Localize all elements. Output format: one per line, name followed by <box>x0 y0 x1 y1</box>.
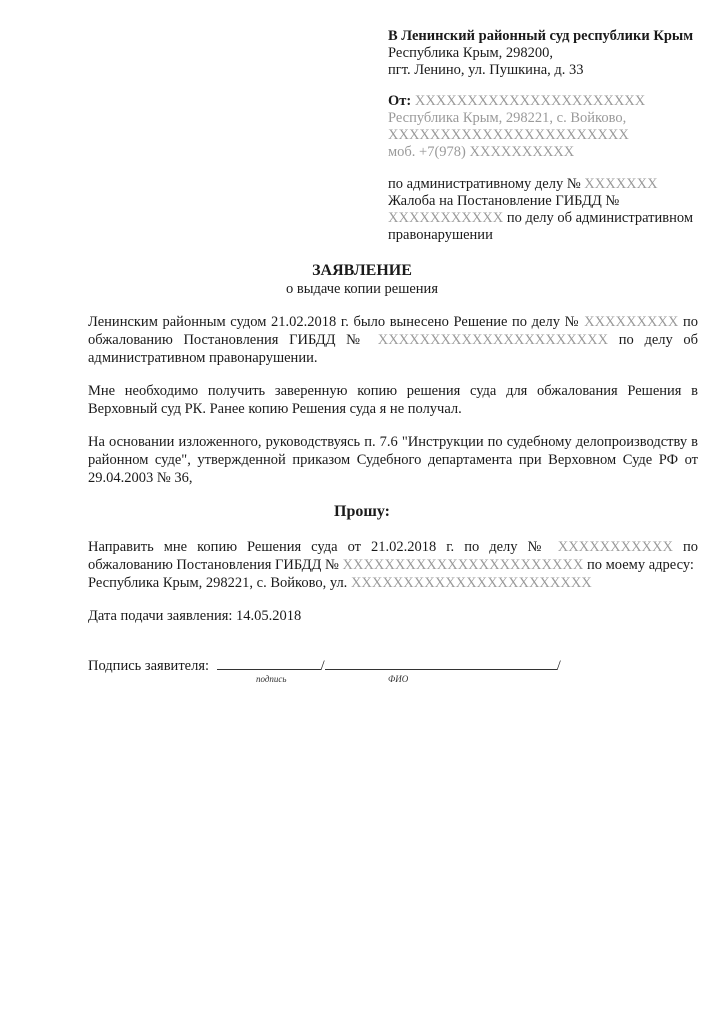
resolution-line <box>388 210 693 227</box>
name-line <box>325 657 557 670</box>
signature-end: / <box>556 658 561 674</box>
offense-line: правонарушении <box>388 227 493 243</box>
document-title: ЗАЯВЛЕНИЕ <box>312 262 412 279</box>
request-text2: обжалованию Постановления ГИБДД № <box>88 557 339 573</box>
signature-line <box>217 657 321 670</box>
from-label: От: <box>388 93 412 109</box>
para1-text2: обжалованию Постановления ГИБДД № <box>88 332 368 348</box>
addressee-region: Республика Крым, 298200, <box>388 45 554 61</box>
para1-text: Ленинским районным судом 21.02.2018 г. было вынесено Решение по делу № <box>88 314 580 330</box>
para1-line2 <box>88 332 698 349</box>
para2-line1: Мне необходимо получить заверенную копию решения суда для обжалования Решения в <box>88 383 698 399</box>
signature-row <box>88 657 561 675</box>
resolution-number: XXXXXXXXXXX <box>388 210 504 226</box>
case-number: XXXXXXX <box>584 176 658 192</box>
para1-line3: административном правонарушении. <box>88 350 318 366</box>
decision-number: XXXXXXXXX <box>584 314 679 330</box>
request-line3 <box>88 575 592 592</box>
addressee-address: пгт. Ленино, ул. Пушкина, д. 33 <box>388 62 584 78</box>
request-street: XXXXXXXXXXXXXXXXXXXXXXX <box>350 575 592 591</box>
sender-name: XXXXXXXXXXXXXXXXXXXXXX <box>414 93 646 109</box>
sender-street: XXXXXXXXXXXXXXXXXXXXXXX <box>388 127 629 143</box>
request-gibdd-number: XXXXXXXXXXXXXXXXXXXXXXX <box>342 557 584 573</box>
sender-line <box>388 93 645 110</box>
case-label: по административному делу № <box>388 176 581 192</box>
case-tail: по делу об административном <box>506 210 694 226</box>
request-case-number: XXXXXXXXXXX <box>557 539 673 555</box>
request-address: Республика Крым, 298221, с. Войково, ул. <box>88 575 348 591</box>
para1-text2-end: по делу об <box>618 332 699 348</box>
sender-phone: моб. +7(978) XXXXXXXXXX <box>388 144 575 160</box>
request-text-end: по <box>682 539 698 555</box>
request-text2-end: по моему адресу: <box>586 557 694 573</box>
request-line1 <box>88 539 698 556</box>
request-heading: Прошу: <box>334 503 390 520</box>
submission-date: Дата подачи заявления: 14.05.2018 <box>88 608 302 624</box>
signature-separator: / <box>320 658 325 674</box>
complaint-label: Жалоба на Постановление ГИБДД № <box>388 193 620 209</box>
para2-line2: Верховный суд РК. Ранее копию Решения суда я не получал. <box>88 401 462 417</box>
para3-line1: На основании изложенного, руководствуясь п. 7.6 "Инструкции по судебному делопроизводству в <box>88 434 698 450</box>
request-text: Направить мне копию Решения суда от 21.02.2018 г. по делу № <box>88 539 548 555</box>
para3-line3: 29.04.2003 № 36, <box>88 470 193 486</box>
signature-caption: подпись <box>256 674 287 684</box>
para1-text-end: по <box>683 314 699 330</box>
document-subtitle: о выдаче копии решения <box>286 281 438 297</box>
signature-label: Подпись заявителя: <box>88 658 210 674</box>
gibdd-number: XXXXXXXXXXXXXXXXXXXXXX <box>377 332 609 348</box>
request-line2 <box>88 557 694 574</box>
para3-line2: районном суде", утвержденной приказом Судебного департамента при Верховном Суде РФ от <box>88 452 698 468</box>
sender-region: Республика Крым, 298221, с. Войково, <box>388 110 627 126</box>
name-caption: ФИО <box>388 674 409 684</box>
addressee-court: В Ленинский районный суд республики Крым <box>388 28 694 44</box>
case-line <box>388 176 658 193</box>
para1-line1 <box>88 314 698 331</box>
